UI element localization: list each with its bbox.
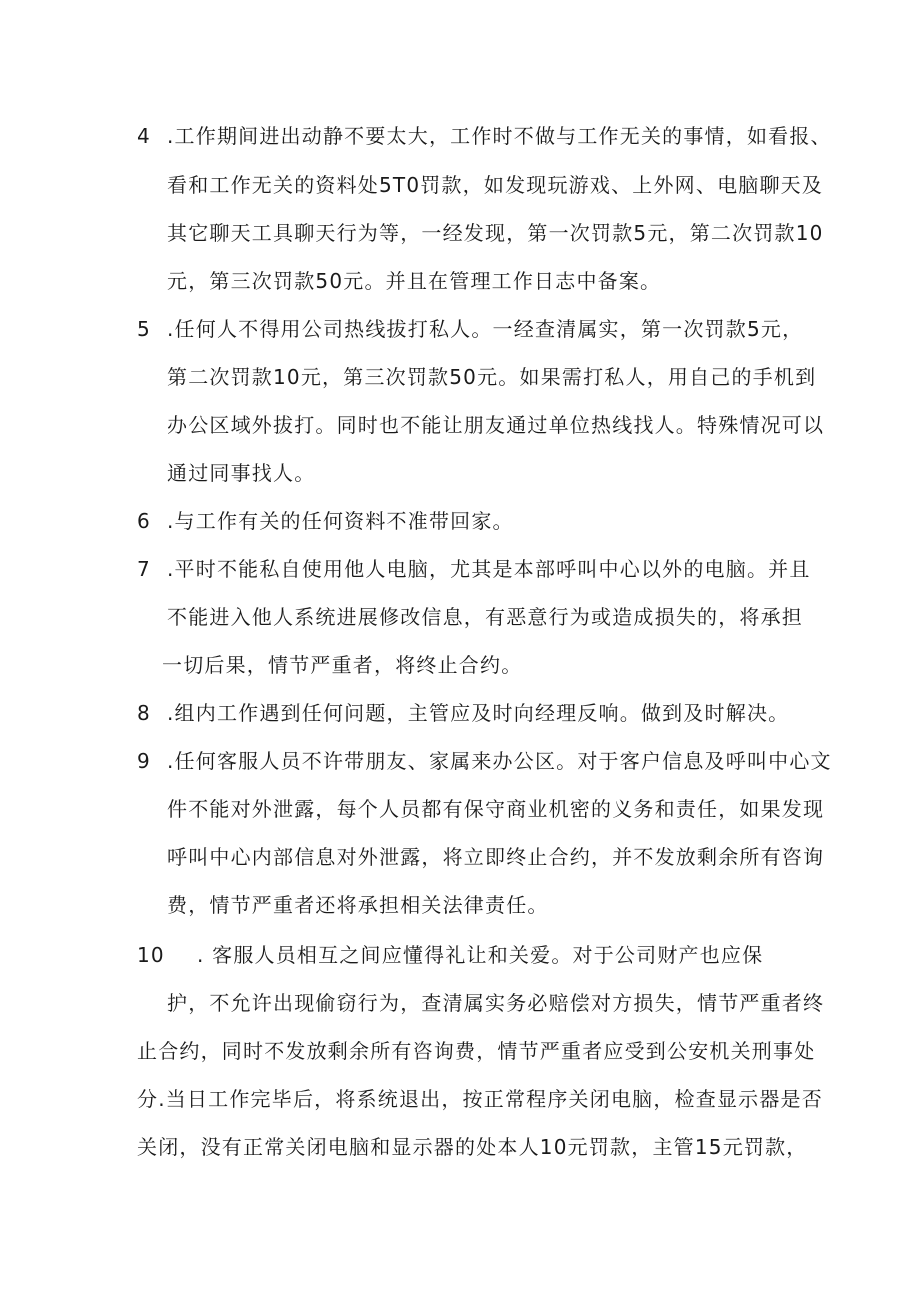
item-8-text-1: .组内工作遇到任何问题，主管应及时向经理反响。做到及时解决。 (167, 701, 790, 725)
item-10-line-2: 护，不允许出现偷窃行为，查清属实务必赔偿对方损失，情节严重者终 (167, 991, 825, 1015)
item-4-line-2: 看和工作无关的资料处5T0罚款，如发现玩游戏、上外网、电脑聊天及 (167, 173, 824, 197)
item-7-number: 7 (137, 557, 151, 581)
item-4-line-4: 元，第三次罚款50元。并且在管理工作日志中备案。 (167, 269, 662, 293)
item-5-number: 5 (137, 317, 151, 341)
item-8-number: 8 (137, 701, 151, 725)
item-5-line-2: 第二次罚款10元，第三次罚款50元。如果需打私人，用自己的手机到 (167, 365, 817, 389)
item-10-line-4: 分.当日工作完毕后，将系统退出，按正常程序关闭电脑，检查显示器是否 (137, 1087, 823, 1111)
item-9-text-1: .任何客服人员不许带朋友、家属来办公区。对于客户信息及呼叫中心文 (167, 749, 832, 773)
item-6-number: 6 (137, 509, 151, 533)
item-5-line-1 (137, 316, 803, 342)
item-6-line-1 (137, 508, 514, 534)
item-9-line-3: 呼叫中心内部信息对外泄露，将立即终止合约，并不发放剩余所有咨询 (167, 845, 825, 869)
item-10-line-1 (137, 942, 763, 968)
item-7-line-2: 不能进入他人系统进展修改信息，有恶意行为或造成损失的，将承担 (167, 605, 803, 629)
item-7-line-1 (137, 556, 811, 582)
item-9-line-4: 费，情节严重者还将承担相关法律责任。 (167, 893, 549, 917)
item-10-text-1: . 客服人员相互之间应懂得礼让和关爱。对于公司财产也应保 (197, 943, 764, 967)
item-10-line-5: 关闭，没有正常关闭电脑和显示器的处本人10元罚款，主管15元罚款， (137, 1135, 808, 1159)
item-7-text-1: .平时不能私自使用他人电脑，尤其是本部呼叫中心以外的电脑。并且 (167, 557, 811, 581)
item-4-line-1 (137, 123, 832, 149)
item-8-line-1 (137, 700, 789, 726)
item-4-text-1: .工作期间进出动静不要太大，工作时不做与工作无关的事情，如看报、 (167, 124, 832, 148)
item-9-line-2: 件不能对外泄露，每个人员都有保守商业机密的义务和责任，如果发现 (167, 797, 825, 821)
item-9-line-1 (137, 748, 832, 774)
item-6-text-1: .与工作有关的任何资料不准带回家。 (167, 509, 514, 533)
item-5-line-4: 通过同事找人。 (167, 461, 316, 485)
item-10-number: 10 (137, 943, 165, 967)
item-10-line-3: 止合约，同时不发放剩余所有咨询费，情节严重者应受到公安机关刑事处 (137, 1039, 816, 1063)
item-5-line-3: 办公区域外拔打。同时也不能让朋友通过单位热线找人。特殊情况可以 (167, 413, 825, 437)
item-7-line-3: 一切后果，情节严重者，将终止合约。 (162, 653, 523, 677)
item-4-line-3: 其它聊天工具聊天行为等，一经发现，第一次罚款5元，第二次罚款10 (167, 221, 824, 245)
item-4-number: 4 (137, 124, 151, 148)
item-9-number: 9 (137, 749, 151, 773)
item-5-text-1: .任何人不得用公司热线拔打私人。一经查清属实，第一次罚款5元， (167, 317, 804, 341)
